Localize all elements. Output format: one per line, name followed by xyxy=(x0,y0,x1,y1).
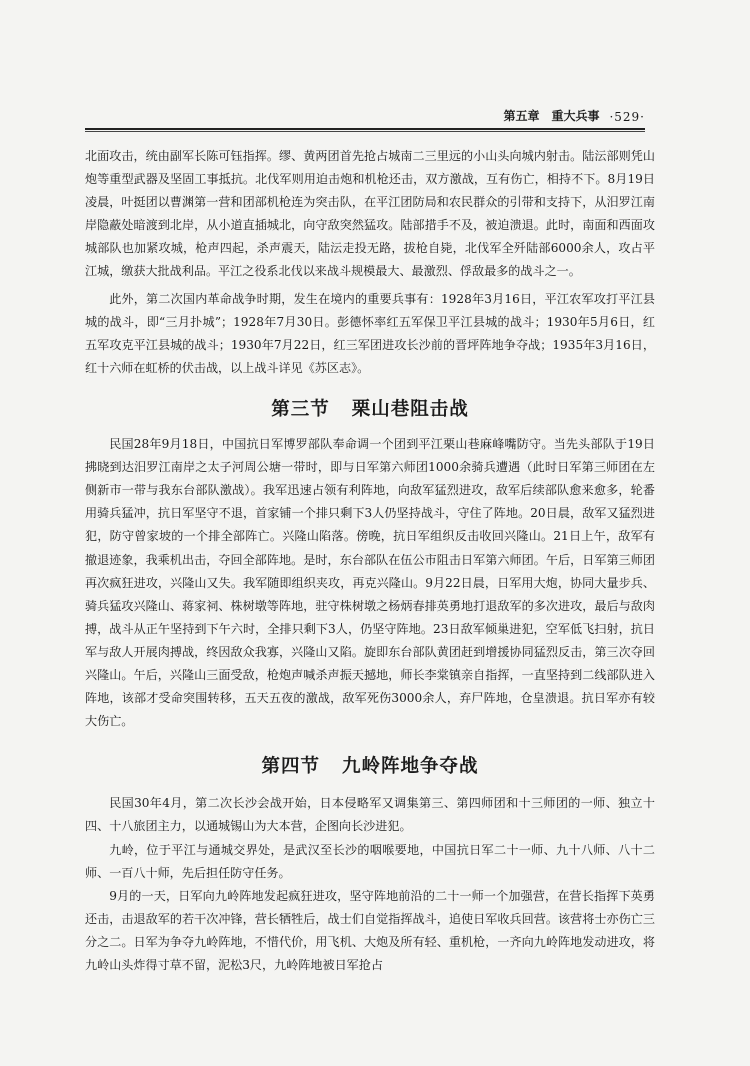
paragraph: 北面攻击，统由副军长陈可钰指挥。缪、黄两团首先抢占城南二三里远的小山头向城内射击。陆沄部则凭山炮等重型武器及坚固工事抵抗。北伐军则用迫击炮和机枪还击，双方激战，互有伤亡，相持不下。8月19日凌晨，叶挺团以曹渊第一营和团部机枪连为突击队，在平江团防局和农民群众的引带和支持下，从汨罗江南岸隐蔽处暗渡到北岸，从小道直插城北，向守敌突然猛攻。陆部措手不及，被迫溃退。此时，南面和西面攻城部队也加紧攻城，枪声四起，杀声震天，陆沄走投无路，拔枪自毙，北伐军全歼陆部6000余人，攻占平江城，缴获大批战利品。平江之役系北伐以来战斗规模最大、最激烈、俘敌最多的战斗之一。 xyxy=(85,149,655,279)
page-number: ·529· xyxy=(609,110,645,124)
header-rule xyxy=(85,128,645,130)
section-number: 第三节 xyxy=(271,398,330,420)
chapter-title: 第五章 重大兵事 xyxy=(503,109,600,123)
header-rule-thin xyxy=(85,131,645,132)
paragraph: 民国28年9月18日，中国抗日军博罗部队奉命调一个团到平江栗山巷麻峰嘴防守。当先头部队于19日拂晓到达汨罗江南岸之太子河周公塘一带时，即与日军第六师团1000余骑兵遭遇（此时日军第三师团在左侧新市一带与我东台部队激战）。我军迅速占领有利阵地，向敌军猛烈进攻，敌军后续部队愈来愈多，轮番用骑兵猛冲，抗日军坚守不退，首家铺一个排只剩下3人仍坚持战斗，守住了阵地。20日晨，敌军又猛烈进犯，防守曾家坡的一个排全部阵亡。兴隆山陷落。傍晚，抗日军组织反击收回兴隆山。21日上午，敌军有撤退迹象，我乘机出击，夺回全部阵地。是时，东台部队在伍公市阻击日军第六师团。午后，日军第三师团再次疯狂进攻，兴隆山又失。我军随即组织夹攻，再克兴隆山。9月22日晨，日军用大炮，协同大量步兵、骑兵猛攻兴隆山、蒋家祠、株树墩等阵地，驻守株树墩之杨炳春排英勇地打退敌军的多次进攻，最后与敌肉搏，战斗从正午坚持到下午六时，全排只剩下3人，仍坚守阵地。23日敌军倾巢进犯，空军低飞扫射，抗日军与敌人开展肉搏战，终因敌众我寡，兴隆山又陷。旋即东台部队黄团赶到增援协同猛烈反击，第三次夺回兴隆山。午后，兴隆山三面受敌，枪炮声喊杀声振天撼地，师长李棠镇亲自指挥，一直坚持到二线部队进入阵地，该部才受命突围转移，五天五夜的激战，敌军死伤3000余人，弃尸阵地，仓皇溃退。抗日军亦有较大伤亡。 xyxy=(85,437,655,729)
paragraph: 此外，第二次国内革命战争时期，发生在境内的重要兵事有：1928年3月16日，平江农军攻打平江县城的战斗，即“三月扑城”；1928年7月30日。彭德怀率红五军保卫平江县城的战斗；1930年5月6日，红五军攻克平江县城的战斗；1930年7月22日，红三军团进攻长沙前的晋坪阵地争夺战；1935年3月16日，红十六师在虹桥的伏击战，以上战斗详见《苏区志》。 xyxy=(85,291,655,375)
paragraph: 九岭，位于平江与通城交界处，是武汉至长沙的咽喉要地，中国抗日军二十一师、九十八师、八十二师、一百八十师，先后担任防守任务。 xyxy=(85,842,655,880)
running-header xyxy=(85,104,645,124)
paragraph: 9月的一天，日军向九岭阵地发起疯狂进攻，坚守阵地前沿的二十一师一个加强营，在营长指挥下英勇还击，击退敌军的若干次冲锋，营长牺牲后，战士们自觉指挥战斗，追使日军收兵回营。该营将士亦伤亡三分之二。日军为争夺九岭阵地，不惜代价，用飞机、大炮及所有轻、重机枪，一齐向九岭阵地发动进攻，将九岭山头炸得寸草不留，泥松3尺，九岭阵地被日军抢占 xyxy=(85,888,655,972)
section-number: 第四节 xyxy=(261,756,320,778)
section-heading xyxy=(85,755,655,778)
body-text xyxy=(85,145,655,977)
section-title: 栗山巷阻击战 xyxy=(351,398,469,420)
section-heading xyxy=(85,398,655,421)
paragraph: 民国30年4月，第二次长沙会战开始，日本侵略军又调集第三、第四师团和十三师团的一师、独立十四、十八旅团主力，以通城锡山为大本营，企图向长沙进犯。 xyxy=(85,796,655,834)
section-title: 九岭阵地争夺战 xyxy=(342,756,479,778)
